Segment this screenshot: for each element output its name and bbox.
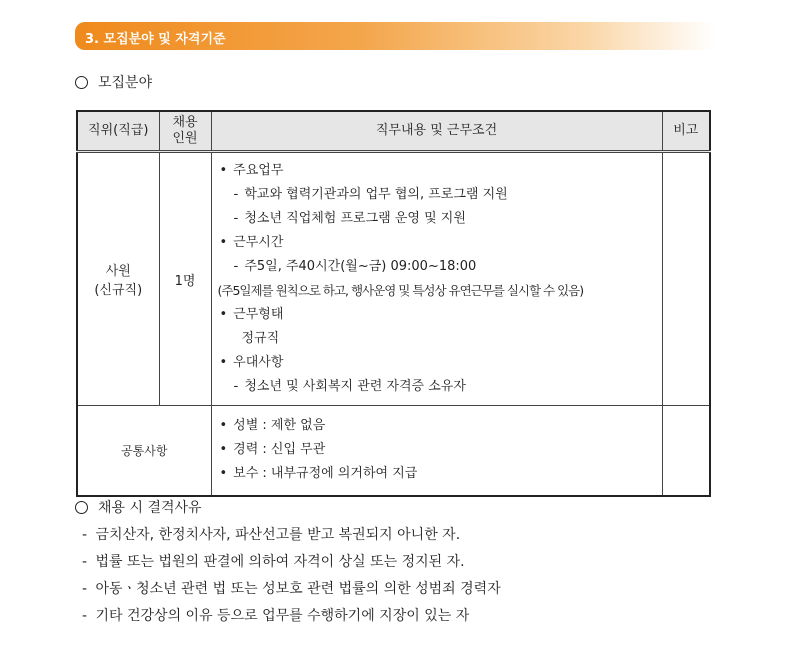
- pref-value: - 청소년 및 사회복지 관련 자격증 소유자: [218, 375, 656, 399]
- section-recruit-heading: [75, 72, 152, 92]
- position-cell: [77, 152, 159, 406]
- table-header-row: [77, 111, 710, 152]
- list-item: - 아동ㆍ청소년 관련 법 또는 성보호 관련 법률의 의한 성범죄 경력자: [82, 576, 501, 603]
- position-grade: (신규직): [94, 283, 143, 298]
- task-item: - 청소년 직업체험 프로그램 운영 및 지원: [218, 207, 656, 231]
- header-count: 채용 인원: [159, 111, 211, 152]
- table-row: [77, 152, 710, 406]
- note-cell: [662, 152, 710, 406]
- common-label: 공통사항: [77, 406, 211, 496]
- banner-title: 3. 모집분야 및 자격기준: [85, 32, 226, 47]
- list-item: - 기타 건강상의 이유 등으로 업무를 수행하기에 지장이 있는 자: [82, 603, 501, 630]
- count-cell: 1명: [159, 152, 211, 406]
- section-disqualify-heading: [75, 497, 202, 517]
- list-item: - 법률 또는 법원의 판결에 의하여 자격이 상실 또는 정지된 자.: [82, 549, 501, 576]
- common-cell: [211, 406, 662, 496]
- common-item: • 보수 : 내부규정에 의거하여 지급: [218, 462, 656, 486]
- recruit-table: [76, 110, 711, 497]
- header-duty: 직무내용 및 근무조건: [211, 111, 662, 152]
- type-value: 정규직: [241, 331, 280, 346]
- hours-note: (주5일제를 원칙으로 하고, 행사운영 및 특성상 유연근무를 실시할 수 있음): [217, 283, 584, 298]
- common-item: • 성별 : 제한 없음: [218, 414, 656, 438]
- circle-bullet-icon: [75, 501, 88, 514]
- type-title: • 근무형태: [218, 303, 656, 327]
- task-item: - 학교와 협력기관과의 업무 협의, 프로그램 지원: [218, 183, 656, 207]
- common-item: • 경력 : 신입 무관: [218, 438, 656, 462]
- header-note: 비고: [662, 111, 710, 152]
- header-position: 직위(직급): [77, 111, 159, 152]
- duty-cell: [211, 152, 662, 406]
- hours-title: • 근무시간: [218, 231, 656, 255]
- section-banner: [75, 22, 715, 50]
- circle-bullet-icon: [75, 76, 88, 89]
- main-task-title: • 주요업무: [218, 159, 656, 183]
- hours-value: - 주5일, 주40시간(월~금) 09:00~18:00: [218, 255, 656, 279]
- disqualify-list: [82, 522, 501, 630]
- section-disqualify-title: 채용 시 결격사유: [98, 500, 202, 516]
- pref-title: • 우대사항: [218, 351, 656, 375]
- common-note-cell: [662, 406, 710, 496]
- list-item: - 금치산자, 한정치사자, 파산선고를 받고 복권되지 아니한 자.: [82, 522, 501, 549]
- table-row-common: [77, 406, 710, 496]
- position-name: 사원: [105, 264, 131, 279]
- section-recruit-title: 모집분야: [98, 75, 153, 91]
